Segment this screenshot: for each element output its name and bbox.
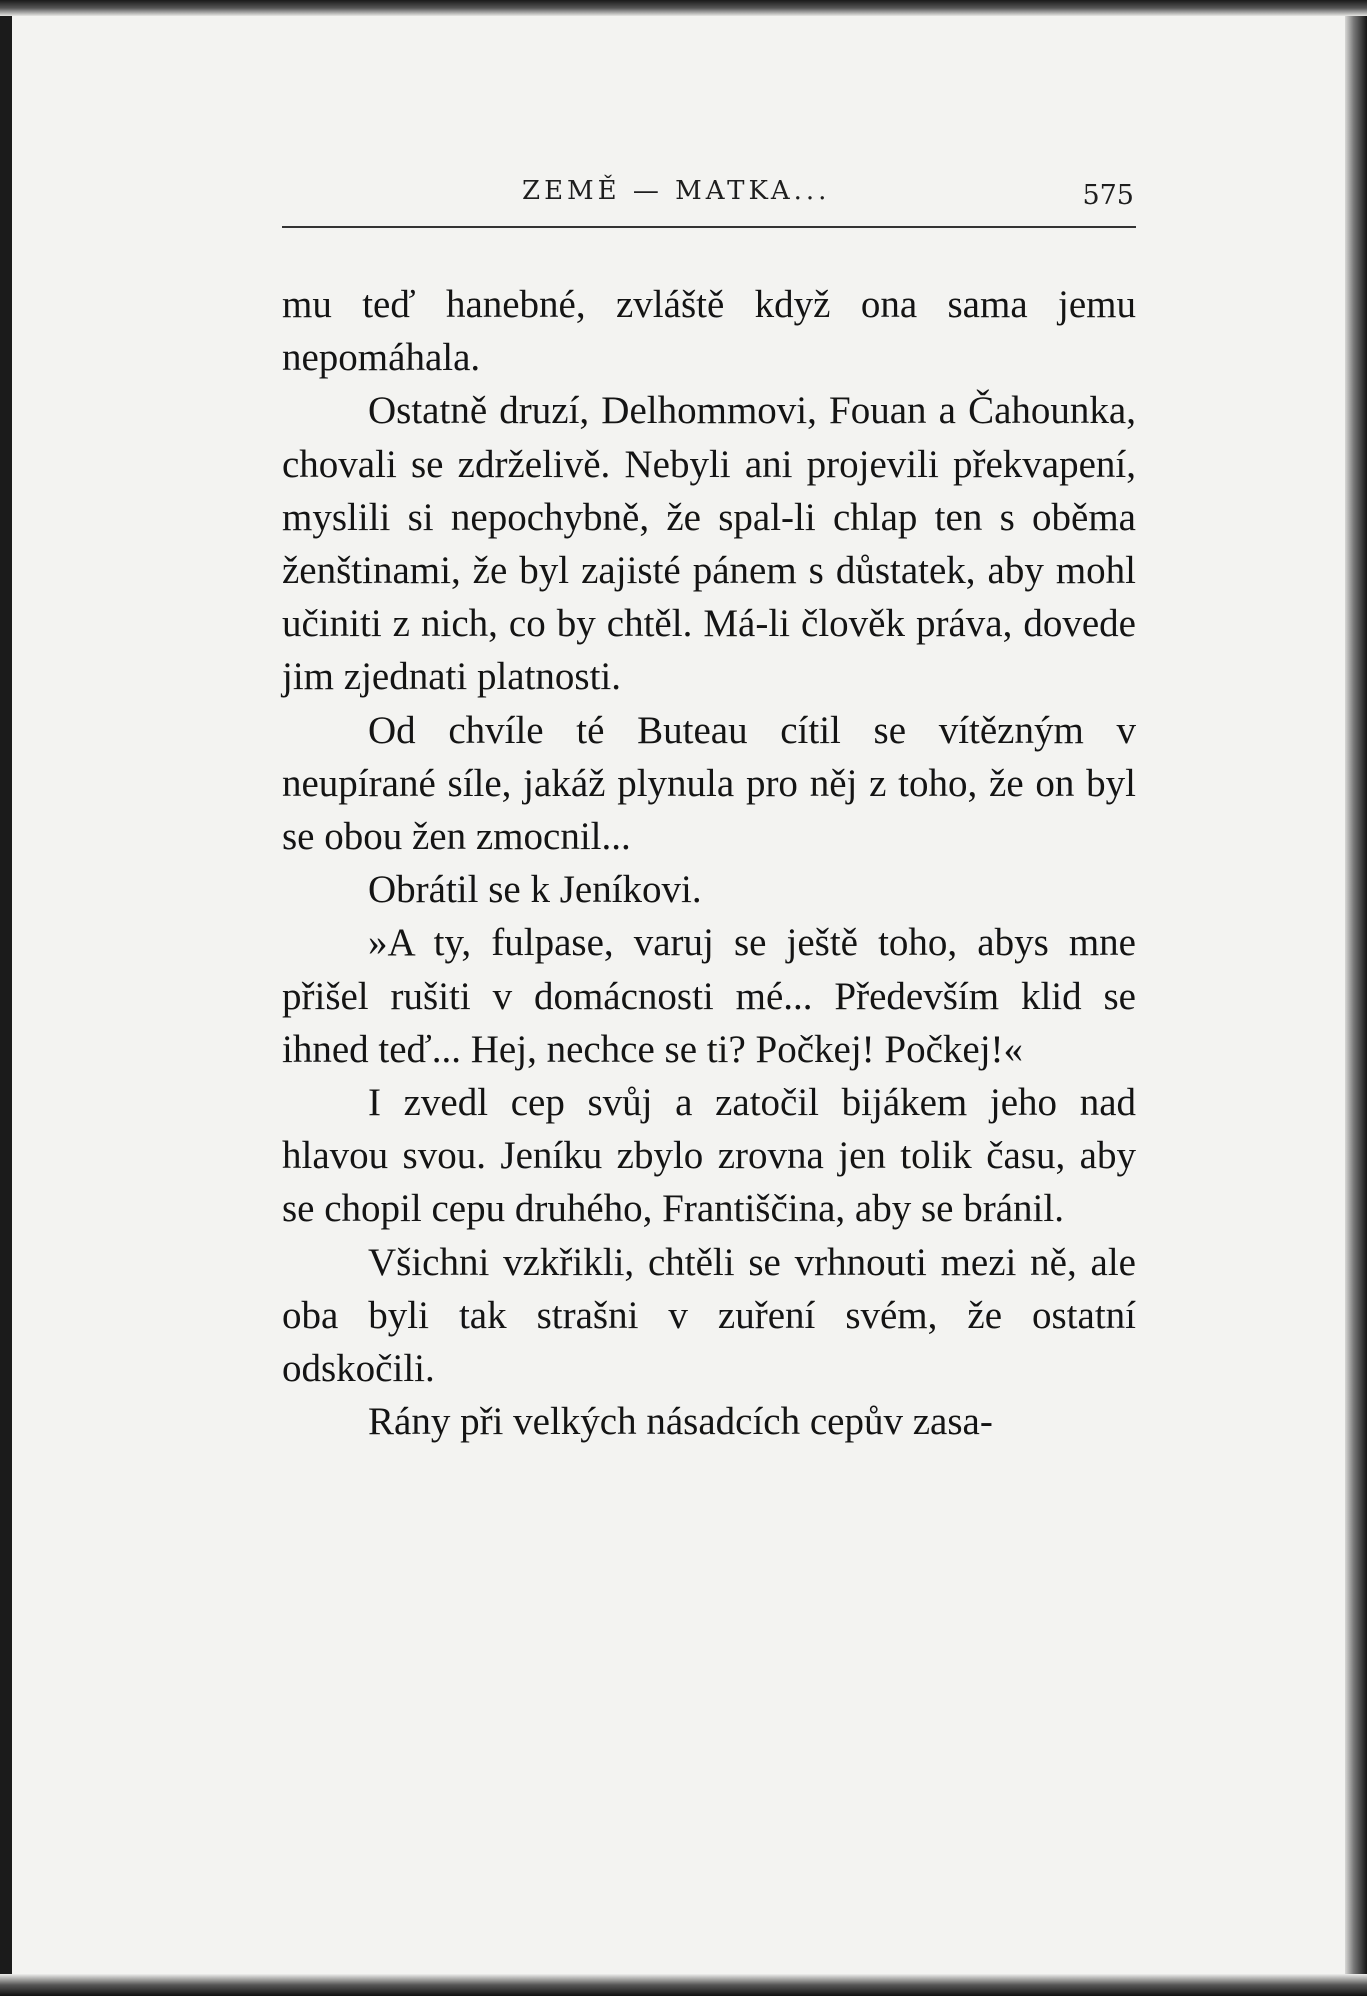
paragraph: Od chvíle té Buteau cítil se vítězným v neupírané síle, jakáž plynula pro něj z toho, že on byl se obou žen zmocnil...: [282, 708, 1136, 859]
top-scan-border: [0, 0, 1367, 16]
paragraph: Obrátil se k Jeníkovi.: [368, 868, 702, 912]
body-text: [282, 278, 1136, 1448]
page-number: 575: [1082, 180, 1134, 211]
paragraph: Všichni vzkřikli, chtěli se vrhnouti mezi ně, ale oba byli tak strašni v zuření svém, že ostatní odskočili.: [282, 1240, 1136, 1391]
running-title: ZEMĚ — MATKA...: [522, 176, 831, 206]
paragraph: I zvedl cep svůj a zatočil bijákem jeho nad hlavou svou. Jeníku zbylo zrovna jen tolik času, aby se chopil cepu druhého, Františčina, aby se bránil.: [282, 1081, 1136, 1231]
paragraph: »A ty, fulpase, varuj se ještě toho, abys mne přišel rušiti v domácnosti mé... Především klid se ihned teď... Hej, nechce se ti? Počkej! Počkej!«: [282, 921, 1136, 1071]
paragraph: Ostatně druzí, Delhommovi, Fouan a Čahounka, chovali se zdrželivě. Nebyli ani projevili překvapení, myslili si nepochybně, že spal-li chlap ten s oběma ženštinami, že byl zajisté pánem s důstatek, aby mohl učiniti z nich, co by chtěl. Má-li člověk práva, dovede jim zjednati platnosti.: [282, 389, 1136, 699]
page-header: [282, 176, 1136, 228]
bottom-scan-border: [0, 1974, 1367, 1996]
paragraph: mu teď hanebné, zvláště když ona sama jemu nepomáhala.: [282, 283, 1136, 380]
paragraph: Rány při velkých násadcích cepův zasa-: [368, 1400, 993, 1444]
left-scan-border: [0, 0, 12, 1996]
right-scan-border: [1345, 0, 1367, 1996]
